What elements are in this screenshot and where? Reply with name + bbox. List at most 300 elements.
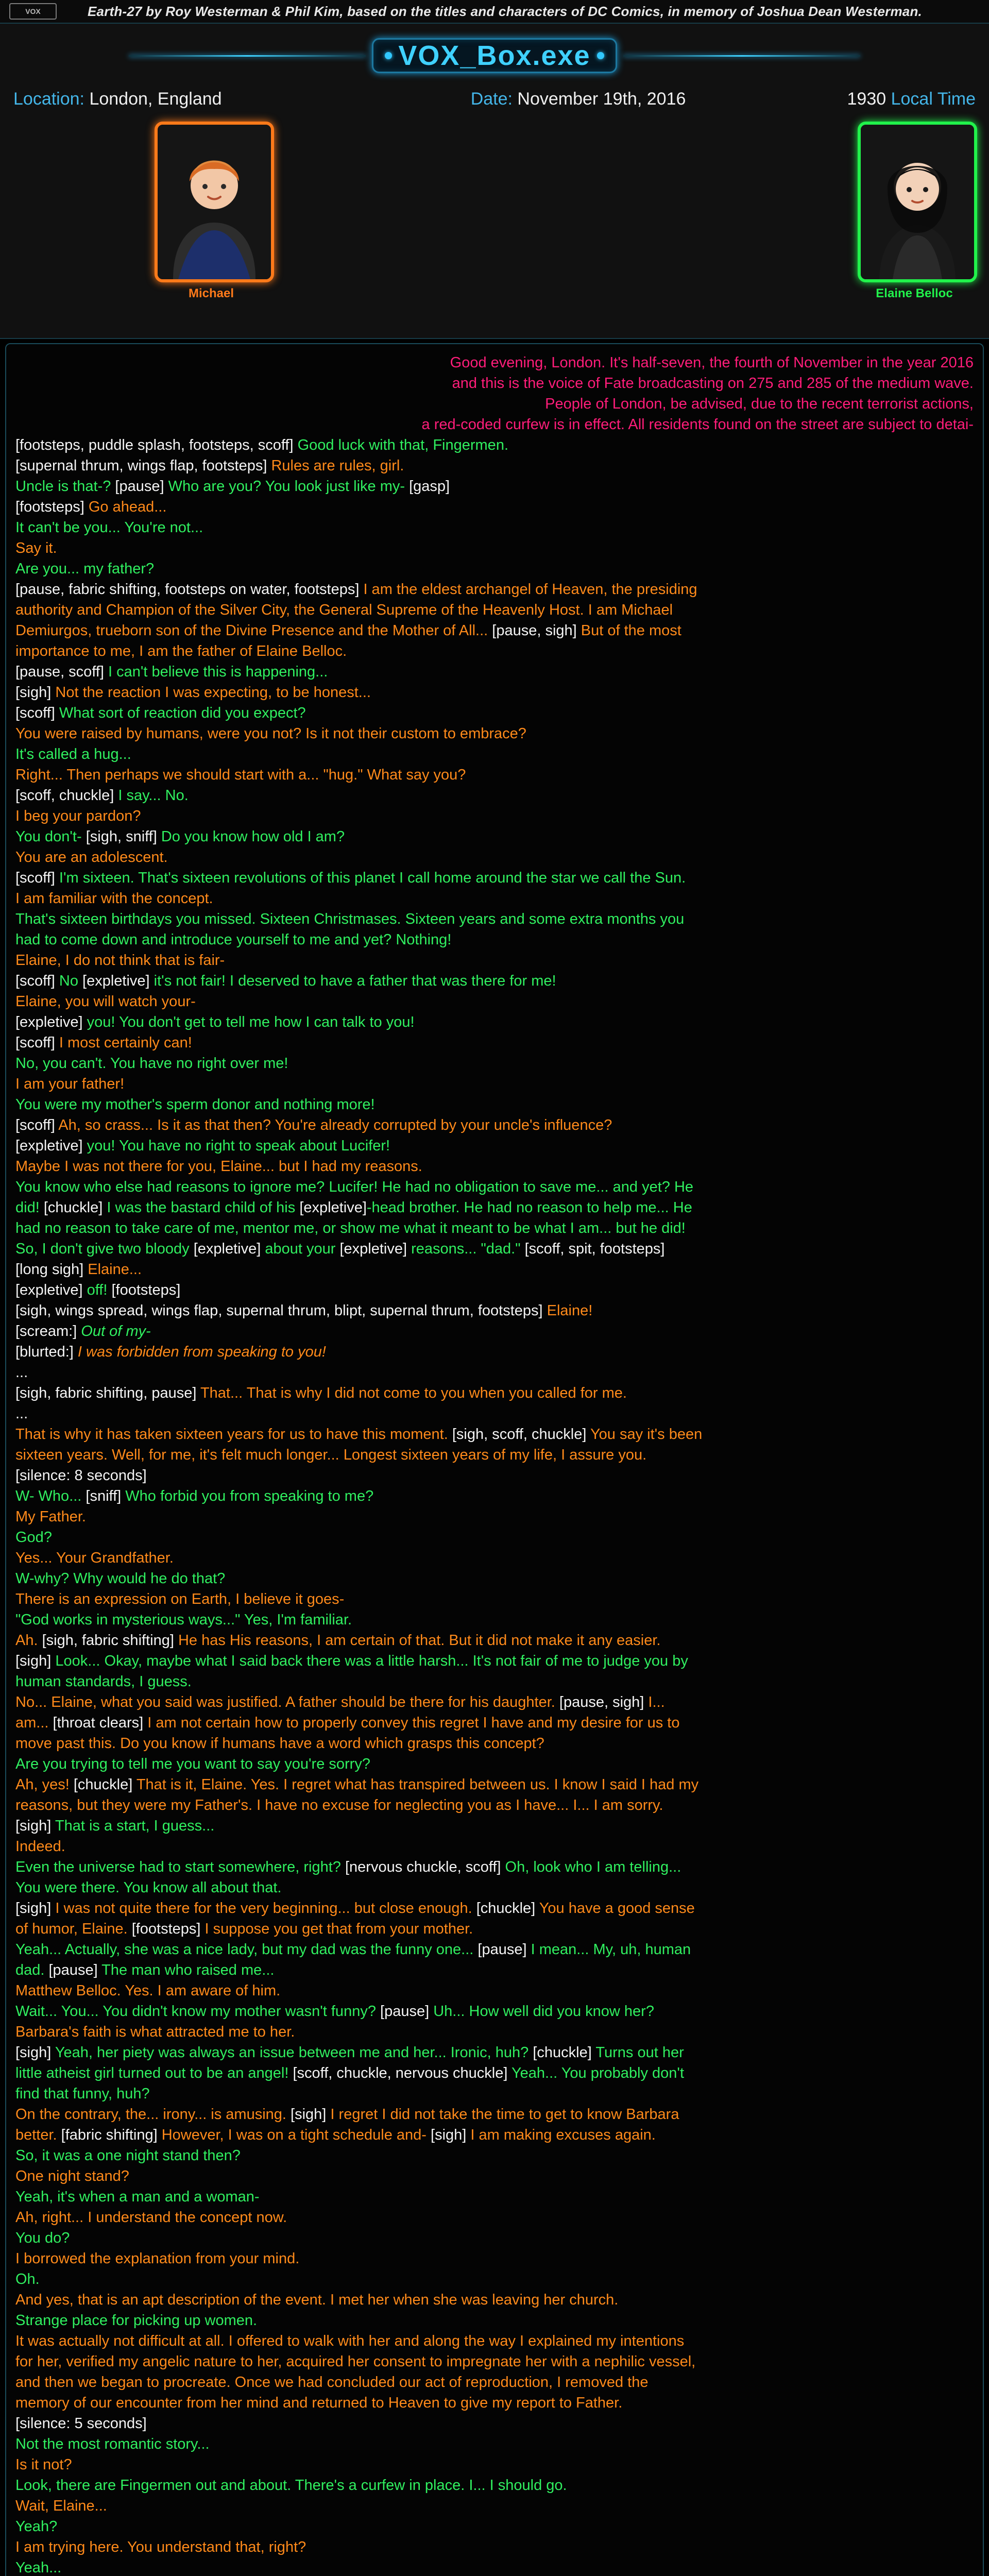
michael-dialogue: It was actually not difficult at all. I offered to walk with her and along the way I explained my intentions <box>15 2333 685 2349</box>
michael-dialogue: Go ahead... <box>84 499 167 515</box>
time-label: Local Time <box>891 89 976 109</box>
sound-cue: [footsteps] <box>131 1921 201 1937</box>
transcript-line <box>15 1980 974 2001</box>
transcript-line <box>15 2063 974 2083</box>
vox-header-panel <box>0 24 989 339</box>
elaine-dialogue: That's sixteen birthdays you missed. Sixteen Christmases. Sixteen years and some extra months you <box>15 911 685 927</box>
transcript-line <box>15 2001 974 2022</box>
elaine-dialogue: Yeah... <box>15 2560 62 2576</box>
elaine-dialogue: Are you trying to tell me you want to say you're sorry? <box>15 1756 370 1772</box>
elaine-dialogue: It can't be you... You're not... <box>15 519 203 536</box>
sound-cue: [chuckle] <box>533 2044 592 2061</box>
elaine-dialogue: I mean... My, uh, human <box>526 1941 691 1958</box>
transcript-line <box>15 1032 974 1053</box>
elaine-dialogue: Yeah, it's when a man and a woman- <box>15 2189 260 2205</box>
elaine-dialogue: dad. <box>15 1962 49 1978</box>
sound-cue: [nervous chuckle, scoff] <box>345 1859 501 1875</box>
transcript-line <box>15 2310 974 2331</box>
elaine-dialogue: You do? <box>15 2230 70 2246</box>
sound-cue: [scream:] <box>15 1323 77 1340</box>
sound-cue: [sigh] <box>15 1818 52 1834</box>
transcript-line <box>15 929 974 950</box>
sound-cue: [sigh, scoff, chuckle] <box>452 1426 587 1443</box>
transcript-line <box>15 1733 974 1754</box>
transcript-line <box>15 2104 974 2125</box>
app-title: VOX_Box.exe <box>398 40 591 71</box>
transcript-line <box>15 1362 974 1383</box>
michael-dialogue: And yes, that is an apt description of the event. I met her when she was leaving her church. <box>15 2292 619 2308</box>
elaine-dialogue: you! You don't get to tell me how I can talk to you! <box>82 1014 415 1030</box>
title-box <box>372 38 617 73</box>
transcript-line <box>15 765 974 785</box>
transcript-line <box>15 2537 974 2557</box>
sound-cue: [supernal thrum, wings flap, footsteps] <box>15 457 267 474</box>
michael-dialogue: On the contrary, the... irony... is amusing. <box>15 2106 291 2123</box>
transcript-line <box>15 1630 974 1651</box>
elaine-dialogue: So, I don't give two bloody <box>15 1241 194 1257</box>
elaine-dialogue: Good luck with that, Fingermen. <box>293 437 509 453</box>
intro-line: and this is the voice of Fate broadcasting on 275 and 285 of the medium wave. <box>452 375 974 392</box>
michael-dialogue: Matthew Belloc. Yes. I am aware of him. <box>15 1982 281 1999</box>
transcript-line <box>15 1486 974 1506</box>
elaine-dialogue: had to come down and introduce yourself to me and yet? Nothing! <box>15 931 452 948</box>
michael-dialogue: memory of our encounter from her mind and returned to Heaven to give my report to Father. <box>15 2395 623 2411</box>
transcript-line <box>15 600 974 620</box>
transcript-line <box>15 497 974 517</box>
sound-cue: [scoff, chuckle] <box>15 787 114 804</box>
michael-dialogue: authority and Champion of the Silver City, the General Supreme of the Heavenly Host. I am Michael <box>15 602 673 618</box>
michael-dialogue: for her, verified my angelic nature to her, acquired her consent to impregnate her with a nephilic vessel, <box>15 2353 696 2370</box>
sound-cue: [sigh] <box>15 1653 52 1669</box>
title-line-left <box>129 55 366 57</box>
sound-cue: [sigh, wings spread, wings flap, supernal thrum, blipt, supernal thrum, footsteps] <box>15 1302 543 1319</box>
elaine-dialogue: Strange place for picking up women. <box>15 2312 258 2329</box>
elaine-dialogue: Uncle is that-? <box>15 478 115 495</box>
transcript-line <box>15 620 974 641</box>
transcript-line <box>15 2557 974 2576</box>
elaine-dialogue: Wait... You... You didn't know my mother wasn't funny? <box>15 2003 381 2020</box>
transcript-panel <box>5 343 984 2576</box>
michael-dialogue: I am your father! <box>15 1076 125 1092</box>
michael-dialogue: move past this. Do you know if humans have a word which grasps this concept? <box>15 1735 544 1752</box>
transcript-line <box>15 1445 974 1465</box>
transcript-line <box>15 991 974 1012</box>
sound-cue: [scoff] <box>15 1035 55 1051</box>
sound-cue: [scoff] <box>15 973 55 989</box>
intro-line: People of London, be advised, due to the recent terrorist actions, <box>545 396 974 412</box>
transcript-line <box>15 2351 974 2372</box>
elaine-dialogue: reasons... "dad." <box>407 1241 525 1257</box>
transcript-line <box>15 2083 974 2104</box>
transcript-line <box>15 1795 974 1816</box>
sound-cue: [sigh] <box>291 2106 327 2123</box>
michael-dialogue: am... <box>15 1715 53 1731</box>
transcript-line <box>15 1177 974 1197</box>
michael-dialogue: That is why it has taken sixteen years for us to have this moment. <box>15 1426 452 1443</box>
title-left-dot-icon <box>385 52 392 59</box>
michael-dialogue: I was not quite there for the very beginning... but close enough. <box>51 1900 476 1917</box>
michael-dialogue: You were raised by humans, were you not? Is it not their custom to embrace? <box>15 725 526 742</box>
michael-dialogue: Ah, so crass... Is it as that then? You're already corrupted by your uncle's influence? <box>55 1117 612 1133</box>
transcript-line <box>15 1527 974 1548</box>
sound-cue: [scoff] <box>15 705 55 721</box>
transcript-line <box>15 1053 974 1074</box>
transcript-line <box>15 2393 974 2413</box>
sound-cue: [footsteps] <box>111 1282 181 1298</box>
michael-dialogue: I most certainly can! <box>55 1035 192 1051</box>
transcript-line <box>15 703 974 723</box>
elaine-dialogue: Turns out her <box>591 2044 684 2061</box>
location-value: London, England <box>89 89 222 109</box>
transcript-line <box>15 1877 974 1898</box>
transcript-line <box>15 1136 974 1156</box>
michael-dialogue: Maybe I was not there for you, Elaine... but I had my reasons. <box>15 1158 422 1175</box>
transcript-line <box>15 641 974 662</box>
michael-dialogue: Barbara's faith is what attracted me to her. <box>15 2024 295 2040</box>
transcript-lines <box>15 435 974 2576</box>
elaine-dialogue: Out of my- <box>77 1323 151 1340</box>
elaine-dialogue: off! <box>82 1282 112 1298</box>
sound-cue: [expletive] <box>339 1241 407 1257</box>
michael-dialogue: You say it's been <box>586 1426 703 1443</box>
michael-dialogue: You have a good sense <box>535 1900 695 1917</box>
elaine-dialogue: Uh... How well did you know her? <box>429 2003 654 2020</box>
transcript-line <box>15 2434 974 2454</box>
sound-cue: [long sigh] <box>15 1261 84 1278</box>
transcript-line <box>15 1506 974 1527</box>
transcript-line <box>15 806 974 826</box>
elaine-dialogue: Are you... my father? <box>15 561 155 577</box>
transcript-line <box>15 1609 974 1630</box>
elaine-dialogue: I say... No. <box>114 787 189 804</box>
intro-broadcast <box>15 352 974 435</box>
sound-cue: ... <box>15 1364 28 1381</box>
transcript-line <box>15 2145 974 2166</box>
transcript-line <box>15 1774 974 1795</box>
michael-dialogue: importance to me, I am the father of Elaine Belloc. <box>15 643 347 659</box>
transcript-line <box>15 868 974 888</box>
sound-cue: [chuckle] <box>476 1900 536 1917</box>
transcript-line <box>15 2290 974 2310</box>
transcript-line <box>15 1321 974 1342</box>
elaine-dialogue: W- Who... <box>15 1488 86 1504</box>
michael-dialogue: You are an adolescent. <box>15 849 168 866</box>
elaine-dialogue: Yeah? <box>15 2518 58 2535</box>
michael-dialogue: Elaine! <box>542 1302 593 1319</box>
elaine-dialogue: Do you know how old I am? <box>157 828 345 845</box>
michael-dialogue: However, I was on a tight schedule and- <box>157 2127 431 2143</box>
transcript-line <box>15 476 974 497</box>
elaine-dialogue: Yeah... Actually, she was a nice lady, but my dad was the funny one... <box>15 1941 478 1958</box>
transcript-line <box>15 2248 974 2269</box>
sound-cue: [sniff] <box>86 1488 122 1504</box>
elaine-name: Elaine Belloc <box>876 286 953 300</box>
transcript-line <box>15 2454 974 2475</box>
sound-cue: [scoff, spit, footsteps] <box>524 1241 665 1257</box>
sound-cue: [expletive] <box>82 973 150 989</box>
michael-dialogue: I am trying here. You understand that, right? <box>15 2539 306 2555</box>
michael-dialogue: I... <box>644 1694 665 1710</box>
michael-dialogue: No... Elaine, what you said was justified. A father should be there for his daughter. <box>15 1694 559 1710</box>
sound-cue: [expletive] <box>15 1282 83 1298</box>
transcript-line <box>15 2496 974 2516</box>
michael-dialogue: Not the reaction I was expecting, to be honest... <box>51 684 371 701</box>
sound-cue: [pause] <box>478 1941 527 1958</box>
location-meta <box>13 89 222 109</box>
sound-cue: [scoff] <box>15 870 55 886</box>
transcript-line <box>15 558 974 579</box>
sound-cue: [sigh, fabric shifting] <box>42 1632 174 1649</box>
michael-dialogue: sixteen years. Well, for me, it's felt much longer... Longest sixteen years of my life, I assure you. <box>15 1447 647 1463</box>
elaine-dialogue: Look... Okay, maybe what I said back there was a little harsh... It's not fair of me to judge you by <box>51 1653 688 1669</box>
elaine-dialogue: little atheist girl turned out to be an angel! <box>15 2065 293 2081</box>
sound-cue: [sigh] <box>15 2044 52 2061</box>
sound-cue: [pause] <box>380 2003 430 2020</box>
meta-row <box>0 84 989 113</box>
elaine-avatar-icon <box>861 125 974 279</box>
michael-dialogue: There is an expression on Earth, I believe it goes- <box>15 1591 345 1607</box>
elaine-dialogue: God? <box>15 1529 52 1546</box>
transcript-line <box>15 2207 974 2228</box>
transcript-line <box>15 826 974 847</box>
transcript-line <box>15 2187 974 2207</box>
transcript-line <box>15 744 974 765</box>
title-bar <box>0 35 989 76</box>
sound-cue: [throat clears] <box>53 1715 144 1731</box>
michael-dialogue: Say it. <box>15 540 57 556</box>
elaine-dialogue: You were my mother's sperm donor and nothing more! <box>15 1096 375 1113</box>
michael-dialogue: Ah. <box>15 1632 42 1649</box>
transcript-line <box>15 847 974 868</box>
elaine-dialogue: had no reason to take care of me, mentor me, or show me what it meant to be what I am... but he did! <box>15 1220 686 1236</box>
transcript-line <box>15 1857 974 1877</box>
elaine-dialogue: It's called a hug... <box>15 746 131 762</box>
transcript-line <box>15 1568 974 1589</box>
credit-text: Earth-27 by Roy Westerman & Phil Kim, based on the titles and characters of DC Comics, in memory of Joshua Dean Westerman. <box>88 3 922 19</box>
sound-cue: [pause] <box>48 1962 98 1978</box>
transcript-line <box>15 682 974 703</box>
sound-cue: [silence: 8 seconds] <box>15 1467 147 1484</box>
michael-dialogue: of humor, Elaine. <box>15 1921 132 1937</box>
sound-cue: [pause, sigh] <box>492 622 577 639</box>
michael-dialogue: Right... Then perhaps we should start with a... "hug." What say you? <box>15 767 466 783</box>
sound-cue: [fabric shifting] <box>61 2127 158 2143</box>
transcript-line <box>15 1692 974 1713</box>
elaine-portrait <box>858 122 977 282</box>
transcript-line <box>15 1713 974 1733</box>
title-line-right <box>623 55 860 57</box>
elaine-dialogue: I can't believe this is happening... <box>104 664 328 680</box>
michael-dialogue: I suppose you get that from your mother. <box>200 1921 473 1937</box>
elaine-dialogue: Who forbid you from speaking to me? <box>121 1488 374 1504</box>
date-value: November 19th, 2016 <box>517 89 686 109</box>
transcript-line <box>15 1836 974 1857</box>
transcript-line <box>15 1012 974 1032</box>
transcript-line <box>15 1816 974 1836</box>
elaine-dialogue: -head brother. He had no reason to help me... He <box>366 1199 692 1216</box>
sound-cue: [pause, scoff] <box>15 664 104 680</box>
michael-dialogue: Indeed. <box>15 1838 65 1855</box>
location-label: Location: <box>13 89 84 109</box>
transcript-line <box>15 517 974 538</box>
intro-line: Good evening, London. It's half-seven, the fourth of November in the year 2016 <box>450 354 974 371</box>
sound-cue: [pause, sigh] <box>559 1694 644 1710</box>
transcript-line <box>15 2516 974 2537</box>
michael-dialogue: Elaine... <box>83 1261 142 1278</box>
michael-dialogue: Demiurgos, trueborn son of the Divine Presence and the Mother of All... <box>15 622 492 639</box>
sound-cue: [expletive] <box>15 1014 83 1030</box>
michael-dialogue: That is it, Elaine. Yes. I regret what has transpired between us. I know I said I had my <box>132 1776 699 1793</box>
sound-cue: [expletive] <box>193 1241 261 1257</box>
michael-dialogue: One night stand? <box>15 2168 129 2184</box>
michael-portrait <box>155 122 274 282</box>
elaine-dialogue: Oh, look who I am telling... <box>501 1859 681 1875</box>
transcript-line <box>15 2372 974 2393</box>
time-meta <box>847 89 976 109</box>
transcript-line <box>15 909 974 929</box>
transcript-line <box>15 2125 974 2145</box>
transcript-line <box>15 1383 974 1403</box>
transcript-line <box>15 455 974 476</box>
transcript-line <box>15 1259 974 1280</box>
transcript-line <box>15 579 974 600</box>
transcript-line <box>15 1300 974 1321</box>
elaine-dialogue: The man who raised me... <box>97 1962 275 1978</box>
transcript-line <box>15 2269 974 2290</box>
sound-cue: [silence: 5 seconds] <box>15 2415 147 2432</box>
transcript-line <box>15 2331 974 2351</box>
transcript-line <box>15 435 974 455</box>
transcript-line <box>15 1548 974 1568</box>
sound-cue: [scoff, chuckle, nervous chuckle] <box>293 2065 508 2081</box>
michael-dialogue: better. <box>15 2127 61 2143</box>
elaine-dialogue: "God works in mysterious ways..." Yes, I'm familiar. <box>15 1612 352 1628</box>
elaine-dialogue: I was the bastard child of his <box>103 1199 300 1216</box>
elaine-dialogue: I'm sixteen. That's sixteen revolutions of this planet I call home around the star we call the Sun. <box>55 870 686 886</box>
sound-cue: [sigh] <box>15 1900 52 1917</box>
transcript-line <box>15 1403 974 1424</box>
transcript-line <box>15 662 974 682</box>
michael-dialogue: I am making excuses again. <box>466 2127 656 2143</box>
transcript-line <box>15 2022 974 2042</box>
transcript-line <box>15 2475 974 2496</box>
elaine-dialogue: did! <box>15 1199 44 1216</box>
transcript-line <box>15 1939 974 1960</box>
transcript-line <box>15 1424 974 1445</box>
top-credit-bar <box>0 0 989 24</box>
transcript-line <box>15 888 974 909</box>
michael-dialogue: Ah, yes! <box>15 1776 74 1793</box>
transcript-line <box>15 1239 974 1259</box>
elaine-dialogue: W-why? Why would he do that? <box>15 1570 226 1587</box>
elaine-dialogue: You were there. You know all about that. <box>15 1879 282 1896</box>
time-value: 1930 <box>847 89 886 109</box>
michael-dialogue: I regret I did not take the time to get to know Barbara <box>326 2106 679 2123</box>
michael-dialogue: My Father. <box>15 1509 86 1525</box>
elaine-dialogue: You don't- <box>15 828 86 845</box>
michael-dialogue: reasons, but they were my Father's. I have no excuse for neglecting you as I have... I... I am sorry. <box>15 1797 663 1814</box>
elaine-dialogue: Not the most romantic story... <box>15 2436 210 2452</box>
sound-cue: [scoff] <box>15 1117 55 1133</box>
michael-dialogue: Rules are rules, girl. <box>267 457 404 474</box>
michael-dialogue: That... That is why I did not come to you when you called for me. <box>196 1385 627 1401</box>
transcript-line <box>15 950 974 971</box>
michael-dialogue: I am the eldest archangel of Heaven, the presiding <box>359 581 697 598</box>
elaine-dialogue: Yeah, her piety was always an issue between me and her... Ironic, huh? <box>51 2044 533 2061</box>
elaine-dialogue: What sort of reaction did you expect? <box>55 705 306 721</box>
michael-dialogue: Wait, Elaine... <box>15 2498 107 2514</box>
michael-dialogue: Elaine, I do not think that is fair- <box>15 952 225 969</box>
transcript-line <box>15 971 974 991</box>
elaine-dialogue: it's not fair! I deserved to have a father that was there for me! <box>149 973 556 989</box>
sound-cue: [chuckle] <box>43 1199 103 1216</box>
transcript-line <box>15 1156 974 1177</box>
sound-cue: [footsteps, puddle splash, footsteps, scoff] <box>15 437 294 453</box>
michael-dialogue: I am familiar with the concept. <box>15 890 213 907</box>
michael-dialogue: I was forbidden from speaking to you! <box>73 1344 326 1360</box>
sound-cue: [pause, fabric shifting, footsteps on water, footsteps] <box>15 581 360 598</box>
transcript-line <box>15 538 974 558</box>
transcript-line <box>15 785 974 806</box>
elaine-dialogue: find that funny, huh? <box>15 2086 150 2102</box>
sound-cue: [expletive] <box>15 1138 83 1154</box>
vox-logo-chip: VOX <box>9 3 57 20</box>
michael-dialogue: I am not certain how to properly convey this regret I have and my desire for us to <box>143 1715 680 1731</box>
elaine-dialogue: That is a start, I guess... <box>51 1818 215 1834</box>
michael-avatar-icon <box>158 125 271 279</box>
date-label: Date: <box>470 89 513 109</box>
elaine-dialogue: Oh. <box>15 2271 40 2287</box>
elaine-dialogue: human standards, I guess. <box>15 1673 192 1690</box>
transcript-line <box>15 723 974 744</box>
elaine-dialogue: No, you can't. You have no right over me! <box>15 1055 288 1072</box>
sound-cue: [sigh] <box>431 2127 467 2143</box>
transcript-line <box>15 1280 974 1300</box>
transcript-line <box>15 1342 974 1362</box>
michael-dialogue: I beg your pardon? <box>15 808 141 824</box>
michael-dialogue: Is it not? <box>15 2456 72 2473</box>
transcript-line <box>15 1197 974 1218</box>
sound-cue: [blurted:] <box>15 1344 74 1360</box>
michael-dialogue: and then we began to procreate. Once we had concluded our act of reproduction, I removed the <box>15 2374 649 2391</box>
transcript-line <box>15 1074 974 1094</box>
elaine-dialogue: Who are you? You look just like my- <box>164 478 410 495</box>
transcript-line <box>15 2413 974 2434</box>
transcript-line <box>15 1960 974 1980</box>
transcript-line <box>15 2166 974 2187</box>
date-meta <box>471 89 686 109</box>
transcript-line <box>15 2042 974 2063</box>
michael-dialogue: He has His reasons, I am certain of that. But it did not make it any easier. <box>174 1632 661 1649</box>
intro-line: a red-coded curfew is in effect. All residents found on the street are subject to detai- <box>421 416 974 433</box>
transcript-line <box>15 1754 974 1774</box>
michael-dialogue: Yes... Your Grandfather. <box>15 1550 174 1566</box>
elaine-dialogue: Yeah... You probably don't <box>507 2065 684 2081</box>
transcript-line <box>15 1094 974 1115</box>
sound-cue: [sigh, fabric shifting, pause] <box>15 1385 197 1401</box>
elaine-dialogue: No <box>55 973 83 989</box>
michael-dialogue: Ah, right... I understand the concept now. <box>15 2209 287 2226</box>
transcript-line <box>15 1115 974 1136</box>
transcript-line <box>15 1651 974 1671</box>
michael-dialogue: I borrowed the explanation from your mind. <box>15 2250 300 2267</box>
elaine-dialogue: about your <box>261 1241 340 1257</box>
sound-cue: [sigh] <box>15 684 52 701</box>
sound-cue: ... <box>15 1405 28 1422</box>
title-right-dot-icon <box>597 52 604 59</box>
transcript-line <box>15 1465 974 1486</box>
michael-name: Michael <box>188 286 234 300</box>
